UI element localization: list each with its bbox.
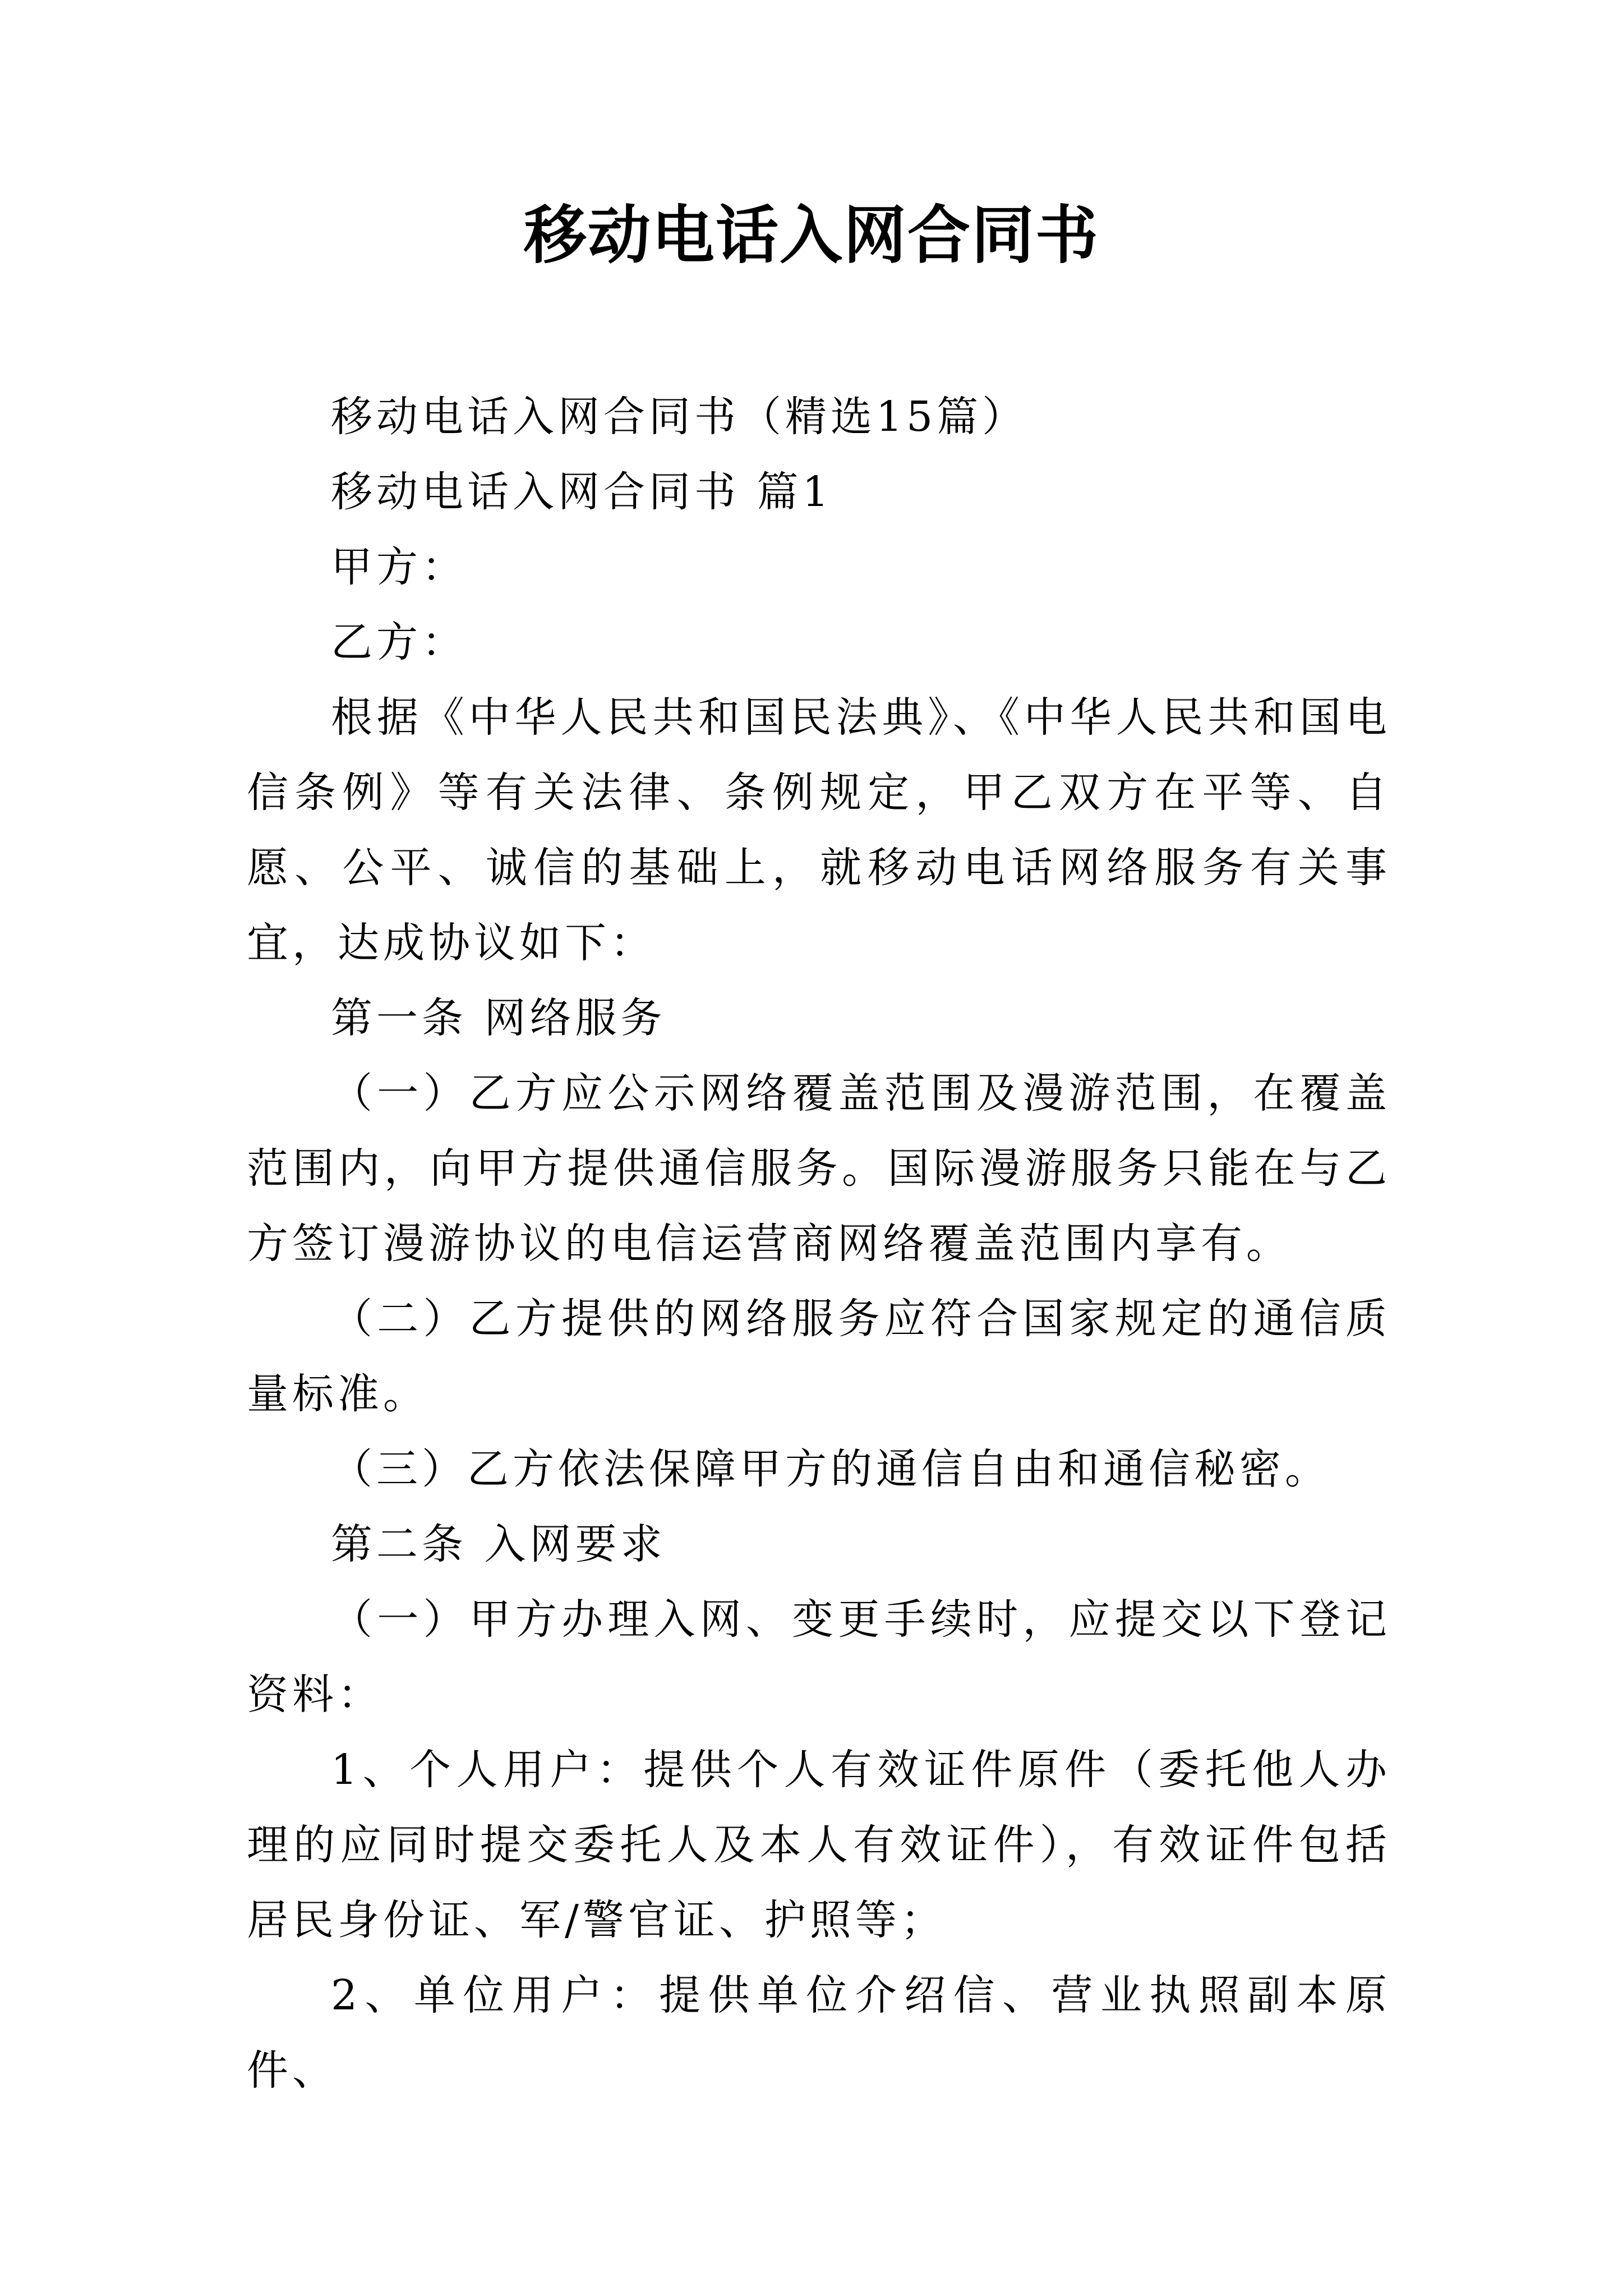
paragraph-party-a: 甲方：	[331, 543, 467, 591]
paragraph-party-b: 乙方：	[331, 618, 467, 666]
document-title: 移动电话入网合同书	[524, 199, 1099, 272]
paragraph-article-2-item-1: （一）甲方办理入网、变更手续时，应提交以下登记资料：	[247, 1595, 1391, 1719]
paragraph-article-1-heading: 第一条 网络服务	[331, 994, 666, 1042]
paragraph-article-1-item-3: （三）乙方依法保障甲方的通信自由和通信秘密。	[331, 1445, 1330, 1493]
paragraph-preamble: 根据《中华人民共和国民法典》、《中华人民共和国电信条例》等有关法律、条例规定，甲乙双方在平等、自愿、公平、诚信的基础上，就移动电话网络服务有关事宜，达成协议如下：	[247, 693, 1391, 967]
paragraph-organization-users: 2、单位用户：提供单位介绍信、营业执照副本原件、	[247, 1971, 1391, 2095]
paragraph-collection-title: 移动电话入网合同书（精选15篇）	[331, 393, 1028, 441]
paragraph-individual-users: 1、个人用户：提供个人有效证件原件（委托他人办理的应同时提交委托人及本人有效证件），有效证件包括居民身份证、军/警官证、护照等；	[247, 1746, 1391, 1944]
paragraph-article-1-item-1: （一）乙方应公示网络覆盖范围及漫游范围，在覆盖范围内，向甲方提供通信服务。国际漫游服务只能在与乙方签订漫游协议的电信运营商网络覆盖范围内享有。	[247, 1069, 1391, 1268]
document-body	[247, 379, 1391, 2108]
paragraph-article-2-heading: 第二条 入网要求	[331, 1520, 666, 1568]
paragraph-section-heading: 移动电话入网合同书 篇1	[331, 468, 833, 516]
paragraph-article-1-item-2: （二）乙方提供的网络服务应符合国家规定的通信质量标准。	[247, 1295, 1391, 1418]
